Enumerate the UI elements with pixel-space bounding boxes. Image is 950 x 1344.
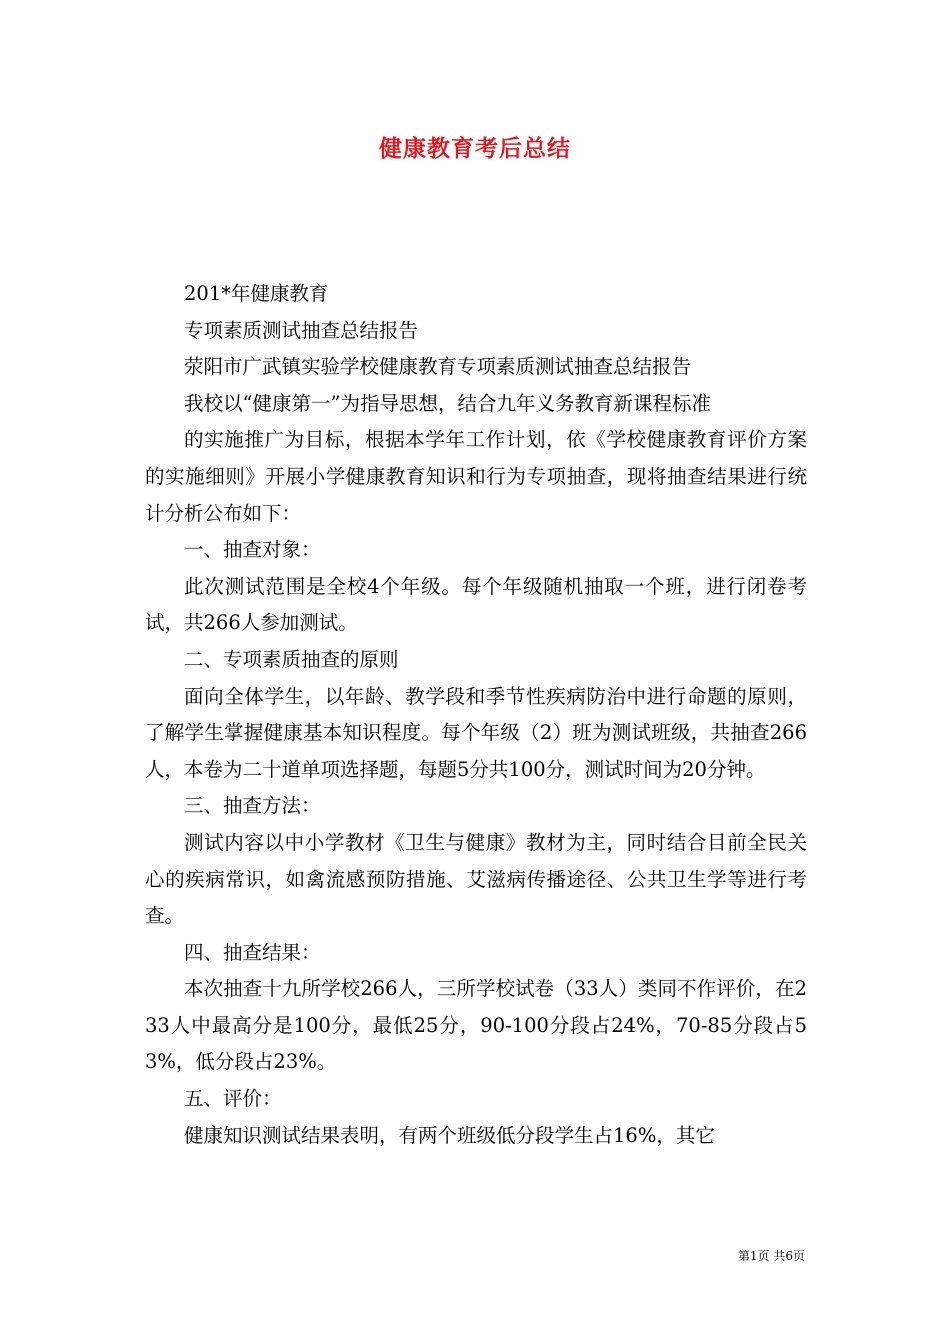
section-heading-5: 五、评价： <box>184 1087 282 1111</box>
paragraph-section-4: 本次抽查十九所学校266人，三所学校试卷（33人）类同不作评价，在233人中最高分是100分，最低25分，90-100分段占24%，70-85分段占53%，低分段占23%。 <box>145 977 807 1074</box>
paragraph-section-2: 面向全体学生，以年龄、教学段和季节性疾病防治中进行命题的原则，了解学生掌握健康基本知识程度。每个年级（2）班为测试班级，共抽查266人，本卷为二十道单项选择题，每题5分共100分，测试时间为20分钟。 <box>145 684 807 781</box>
page-number-footer: 第1页 共6页 <box>737 1249 805 1263</box>
section-heading-4: 四、抽查结果： <box>184 940 321 964</box>
paragraph-heading-year: 201*年健康教育 <box>184 282 329 305</box>
document-title: 健康教育考后总结 <box>379 135 571 162</box>
paragraph-report-title: 荥阳市广武镇实验学校健康教育专项素质测试抽查总结报告 <box>184 355 692 379</box>
paragraph-intro: 我校以“健康第一”为指导思想，结合九年义务教育新课程标准 <box>184 391 711 415</box>
section-heading-1: 一、抽查对象： <box>184 538 321 562</box>
paragraph-section-5: 健康知识测试结果表明，有两个班级低分段学生占16%，其它 <box>184 1123 715 1147</box>
document-body <box>145 276 807 1154</box>
paragraph-heading-report: 专项素质测试抽查总结报告 <box>184 318 419 342</box>
section-heading-3: 三、抽查方法： <box>184 794 321 818</box>
paragraph-section-1: 此次测试范围是全校4个年级。每个年级随机抽取一个班，进行闭卷考试，共266人参加测试。 <box>145 574 807 635</box>
section-heading-2: 二、专项素质抽查的原则 <box>184 647 399 671</box>
paragraph-intro-cont: 的实施推广为目标，根据本学年工作计划，依《学校健康教育评价方案的实施细则》开展小学健康教育知识和行为专项抽查，现将抽查结果进行统计分析公布如下： <box>145 428 807 525</box>
paragraph-section-3: 测试内容以中小学教材《卫生与健康》教材为主，同时结合目前全民关心的疾病常识，如禽流感预防措施、艾滋病传播途径、公共卫生学等进行考查。 <box>145 830 807 928</box>
